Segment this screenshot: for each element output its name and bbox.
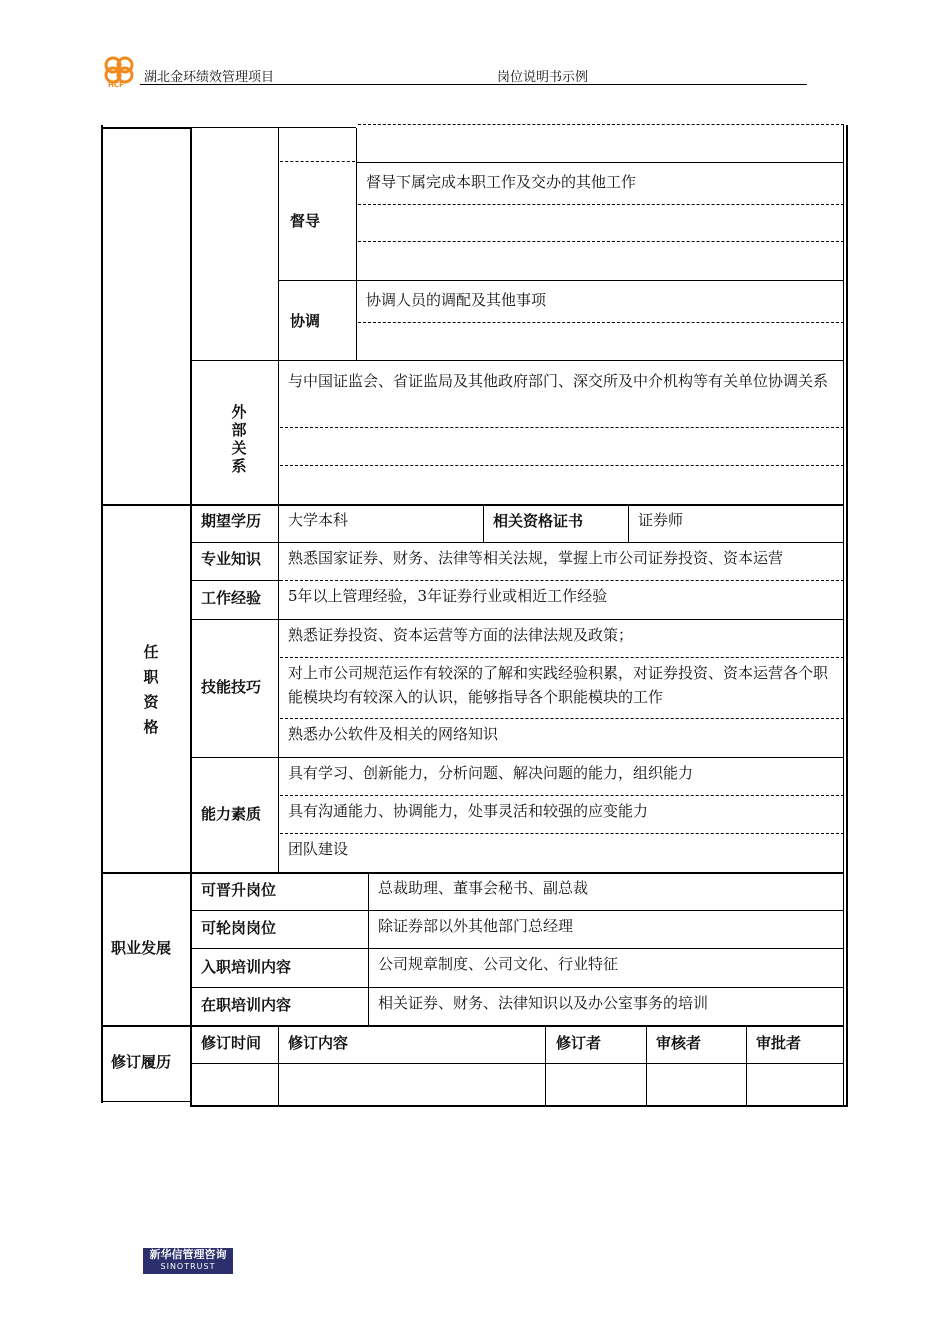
career-row-value: 公司规章制度、公司文化、行业特征: [378, 955, 619, 973]
header-rule: [140, 84, 807, 85]
revision-col-header: 修订者: [556, 1034, 602, 1052]
career-row-label: 可晋升岗位: [201, 881, 277, 899]
career-label: 职业发展: [111, 939, 172, 957]
coordinate-text: 协调人员的调配及其他事项: [366, 291, 547, 309]
career-row-value: 除证券部以外其他部门总经理: [378, 917, 574, 935]
footer-brand-en: SINOTRUST: [160, 1262, 216, 1271]
ability-item: 具有学习、创新能力，分析问题、解决问题的能力，组织能力: [288, 764, 694, 782]
ability-item: 具有沟通能力、协调能力，处事灵活和较强的应变能力: [288, 802, 649, 820]
coordinate-label: 协调: [290, 312, 321, 330]
career-row-label: 入职培训内容: [201, 958, 292, 976]
document-title: 岗位说明书示例: [497, 70, 589, 85]
skill-item: 熟悉办公软件及相关的网络知识: [288, 725, 499, 743]
skill-item: 对上市公司规范运作有较深的了解和实践经验积累，对证券投资、资本运营各个职能模块均有较深入的认识，能够指导各个职能模块的工作: [288, 664, 829, 706]
external-label: 外部关系: [231, 403, 247, 475]
qualifications-label: 任职资格: [143, 643, 159, 736]
experience-value: 5年以上管理经验，3年证券行业或相近工作经验: [288, 587, 608, 605]
experience-label: 工作经验: [201, 589, 262, 607]
logo-text: HCF: [108, 81, 124, 89]
revision-col-header: 修订内容: [288, 1034, 349, 1052]
career-row-label: 可轮岗岗位: [201, 919, 277, 937]
education-value: 大学本科: [288, 511, 349, 529]
supervise-text: 督导下属完成本职工作及交办的其他工作: [366, 173, 637, 191]
footer-brand-logo: [143, 1248, 233, 1274]
skills-label: 技能技巧: [201, 678, 262, 696]
certificate-label: 相关资格证书: [493, 512, 584, 530]
revision-label: 修订履历: [111, 1053, 172, 1071]
footer-brand-cn: 新华信管理咨询: [149, 1248, 227, 1261]
knowledge-value: 熟悉国家证券、财务、法律等相关法规，掌握上市公司证券投资、资本运营: [288, 549, 784, 567]
revision-col-header: 审核者: [656, 1034, 702, 1052]
project-name: 湖北金环绩效管理项目: [144, 70, 275, 85]
revision-col-header: 修订时间: [201, 1034, 262, 1052]
external-text: 与中国证监会、省证监局及其他政府部门、深交所及中介机构等有关单位协调关系: [288, 372, 829, 390]
ability-label: 能力素质: [201, 805, 262, 823]
education-label: 期望学历: [201, 512, 262, 530]
career-row-label: 在职培训内容: [201, 996, 292, 1014]
knowledge-label: 专业知识: [201, 550, 262, 568]
revision-col-header: 审批者: [756, 1034, 802, 1052]
supervise-label: 督导: [290, 212, 321, 230]
ability-item: 团队建设: [288, 840, 349, 858]
career-row-value: 总裁助理、董事会秘书、副总裁: [378, 879, 589, 897]
skill-item: 熟悉证券投资、资本运营等方面的法律法规及政策；: [288, 626, 634, 644]
career-row-value: 相关证券、财务、法律知识以及办公室事务的培训: [378, 994, 709, 1012]
certificate-value: 证券师: [638, 511, 684, 529]
company-logo: [100, 54, 138, 90]
